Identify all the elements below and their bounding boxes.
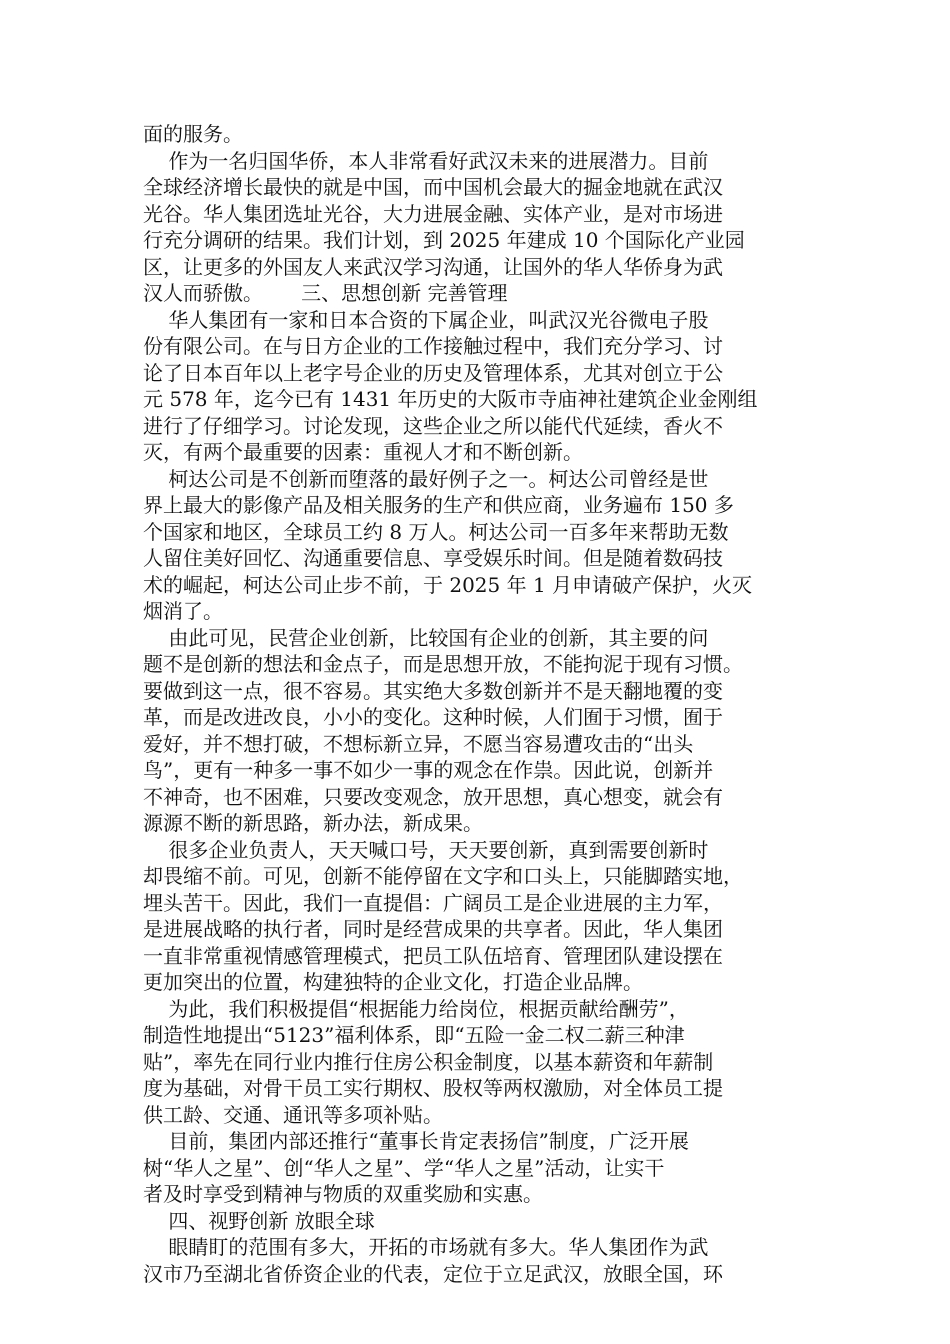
text-line: 烟消了。 <box>143 599 223 623</box>
text-line: 题不是创新的想法和金点子，而是思想开放，不能拘泥于现有习惯。 <box>143 652 743 676</box>
text-line: 论了日本百年以上老字号企业的历史及管理体系，尤其对创立于公 <box>143 360 723 385</box>
text-line: 要做到这一点，很不容易。其实绝大多数创新并不是天翻地覆的变 <box>143 678 723 703</box>
text-line: 树“华人之星”、创“华人之星”、学“华人之星”活动，让实干 <box>143 1155 665 1180</box>
text-line: 全球经济增长最快的就是中国，而中国机会最大的掘金地就在武汉 <box>143 175 723 199</box>
text-line: 鸟”，更有一种多一事不如少一事的观念在作祟。因此说，创新并 <box>143 758 714 782</box>
text-line: 个国家和地区，全球员工约 8 万人。柯达公司一百多年来帮助无数 <box>143 519 729 544</box>
text-line: 供工龄、交通、通讯等多项补贴。 <box>143 1102 443 1127</box>
text-line: 汉市乃至湖北省侨资企业的代表，定位于立足武汉，放眼全国，环 <box>143 1261 723 1286</box>
text-line: 进行了仔细学习。讨论发现，这些企业之所以能代代延续，香火不 <box>143 413 723 438</box>
text-line: 者及时享受到精神与物质的双重奖励和实惠。 <box>143 1182 543 1206</box>
text-line: 制造性地提出“5123”福利体系，即“五险一金二权二薪三种津 <box>143 1023 685 1047</box>
text-line: 不神奇，也不困难，只要改变观念，放开思想，真心想变，就会有 <box>143 784 723 809</box>
text-line: 革，而是改进改良，小小的变化。这种时候，人们囿于习惯，囿于 <box>143 705 723 729</box>
section-heading: 四、视野创新 放眼全球 <box>143 1208 375 1233</box>
text-line: 元 578 年，迄今已有 1431 年历史的大阪市寺庙神社建筑企业金刚组 <box>143 387 758 411</box>
text-line: 行充分调研的结果。我们计划，到 2025 年建成 10 个国际化产业园 <box>143 228 745 252</box>
text-line: 由此可见，民营企业创新，比较国有企业的创新，其主要的问 <box>143 625 709 650</box>
text-line: 眼睛盯的范围有多大，开拓的市场就有多大。华人集团作为武 <box>143 1235 709 1259</box>
text-line: 爱好，并不想打破，不想标新立异，不愿当容易遭攻击的“出头 <box>143 731 694 756</box>
text-line: 区，让更多的外国友人来武汉学习沟通，让国外的华人华侨身为武 <box>143 254 723 279</box>
text-line: 灭，有两个最重要的因素：重视人才和不断创新。 <box>143 440 583 464</box>
text-line: 度为基础，对骨干员工实行期权、股权等两权激励，对全体员工提 <box>143 1076 723 1100</box>
text-line: 面的服务。 <box>143 122 243 146</box>
text-line: 很多企业负责人，天天喊口号，天天要创新，真到需要创新时 <box>143 837 709 862</box>
text-line: 柯达公司是不创新而堕落的最好例子之一。柯达公司曾经是世 <box>143 466 709 491</box>
text-line: 为此，我们积极提倡“根据能力给岗位，根据贡献给酬劳”， <box>143 996 689 1021</box>
text-line: 贴”，率先在同行业内推行住房公积金制度，以基本薪资和年薪制 <box>143 1049 714 1074</box>
text-line: 目前，集团内部还推行“董事长肯定表扬信”制度，广泛开展 <box>143 1129 689 1153</box>
text-line: 源源不断的新思路，新办法，新成果。 <box>143 811 483 835</box>
text-line: 一直非常重视情感管理模式，把员工队伍培育、管理团队建设摆在 <box>143 943 723 968</box>
text-line: 是进展战略的执行者，同时是经营成果的共享者。因此，华人集团 <box>143 917 723 941</box>
text-line: 术的崛起，柯达公司止步不前，于 2025 年 1 月申请破产保护，火灭 <box>143 572 753 597</box>
text-line: 却畏缩不前。可见，创新不能停留在文字和口头上，只能脚踏实地， <box>143 864 743 888</box>
text-line: 更加突出的位置，构建独特的企业文化，打造企业品牌。 <box>143 970 643 994</box>
text-line: 光谷。华人集团选址光谷，大力进展金融、实体产业，是对市场进 <box>143 201 723 226</box>
document-body <box>143 121 803 1287</box>
text-line: 作为一名归国华侨，本人非常看好武汉未来的进展潜力。目前 <box>143 148 709 173</box>
text-line: 份有限公司。在与日方企业的工作接触过程中，我们充分学习、讨 <box>143 334 723 358</box>
text-line: 界上最大的影像产品及相关服务的生产和供应商，业务遍布 150 多 <box>143 493 734 517</box>
text-line: 埋头苦干。因此，我们一直提倡：广阔员工是企业进展的主力军， <box>143 890 723 915</box>
text-line: 华人集团有一家和日本合资的下属企业，叫武汉光谷微电子股 <box>143 307 709 332</box>
text-line-with-heading: 汉人而骄傲。 三、思想创新 完善管理 <box>143 281 508 305</box>
text-line: 人留住美好回忆、沟通重要信息、享受娱乐时间。但是随着数码技 <box>143 546 723 570</box>
